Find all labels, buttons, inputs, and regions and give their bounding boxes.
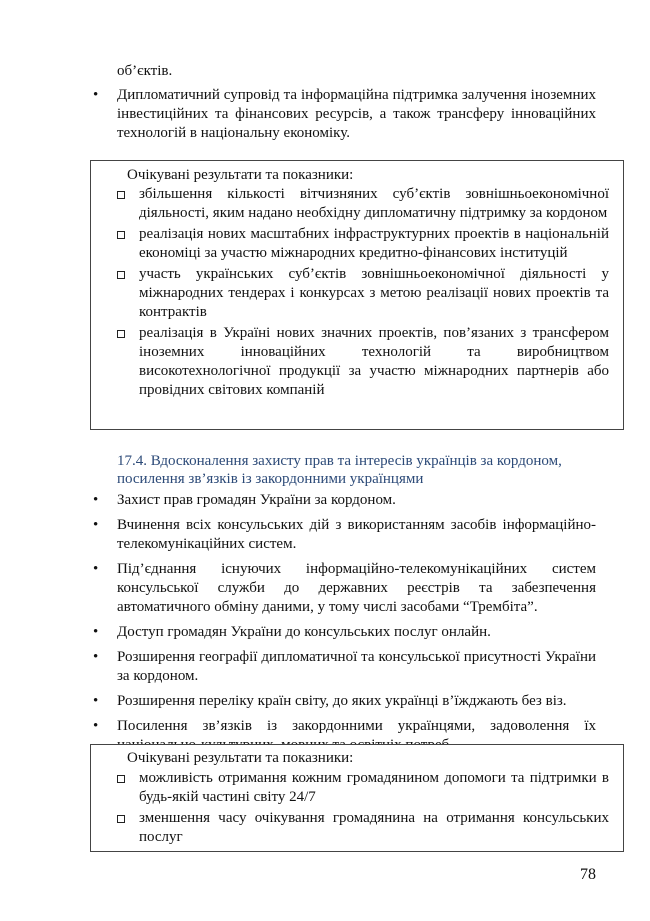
bullet-item: • Посилення зв’язків із закордонними українцями, задоволення їх xyxy=(90,717,596,755)
results-list xyxy=(91,769,609,849)
bullet-item: • Доступ громадян України до консульських послуг онлайн. xyxy=(90,623,596,642)
bullet-item: • Розширення переліку країн світу, до яких українці в’їжджають без віз. xyxy=(90,692,596,711)
bullet-item: • Розширення географії дипломатичної та консульської присутності України за кордоном. xyxy=(90,648,596,686)
checkbox-square-icon xyxy=(117,815,125,823)
result-item: можливість отримання кожним громадянином допомоги та підтримки в будь-якій частині світу 24/7 xyxy=(91,769,609,807)
box-title: Очікувані результати та показники: xyxy=(127,750,354,766)
bullet-item: • Під’єднання існуючих інформаційно-телекомунікаційних систем консульської служби до державних реєстрів та забезпечення автоматичного обміну даними, у тому числі засобами “Трембіта”. xyxy=(90,560,596,617)
result-item: реалізація нових масштабних інфраструктурних проектів в національній економіці за участю міжнародних кредитно-фінансових інституцій xyxy=(91,225,609,263)
top-bullet-list xyxy=(90,86,596,149)
page-number: 78 xyxy=(580,866,596,883)
checkbox-square-icon xyxy=(117,191,125,199)
box-title: Очікувані результати та показники: xyxy=(127,167,354,183)
expected-results-box-1 xyxy=(90,160,624,430)
results-list xyxy=(91,185,609,402)
checkbox-square-icon xyxy=(117,271,125,279)
checkbox-square-icon xyxy=(117,775,125,783)
section-heading-line1: 17.4. Вдосконалення захисту прав та інтересів українців за кордоном, xyxy=(117,453,562,469)
bullet-item: • Вчинення всіх консульських дій з використанням засобів інформаційно-телекомунікаційних систем. xyxy=(90,516,596,554)
section-heading-line2: посилення зв’язків із закордонними українцями xyxy=(117,471,424,487)
checkbox-square-icon xyxy=(117,330,125,338)
expected-results-box-2 xyxy=(90,744,624,852)
checkbox-square-icon xyxy=(117,231,125,239)
result-item: збільшення кількості вітчизняних суб’єктів зовнішньоекономічної діяльності, яким надано необхідну дипломатичну підтримку за кордоном xyxy=(91,185,609,223)
result-item: участь українських суб’єктів зовнішньоекономічної діяльності у міжнародних тендерах і конкурсах з метою реалізації нових проектів та контрактів xyxy=(91,265,609,322)
bullet-item: • Дипломатичний супровід та інформаційна підтримка залучення іноземних інвестиційних та фінансових ресурсів, а також трансферу інноваційних технологій в національну економіку. xyxy=(90,86,596,143)
section-heading xyxy=(117,452,597,488)
continuation-text: об’єктів. xyxy=(117,63,173,79)
result-item: реалізація в Україні нових значних проектів, пов’язаних з трансфером іноземних інноваційних технологій та виробництвом високотехнологічної продукції за участю міжнародних партнерів або провідних світових компаній xyxy=(91,324,609,400)
mid-bullet-list xyxy=(90,491,596,761)
result-item: зменшення часу очікування громадянина на отримання консульських послуг xyxy=(91,809,609,847)
bullet-item: • Захист прав громадян України за кордоном. xyxy=(90,491,596,510)
